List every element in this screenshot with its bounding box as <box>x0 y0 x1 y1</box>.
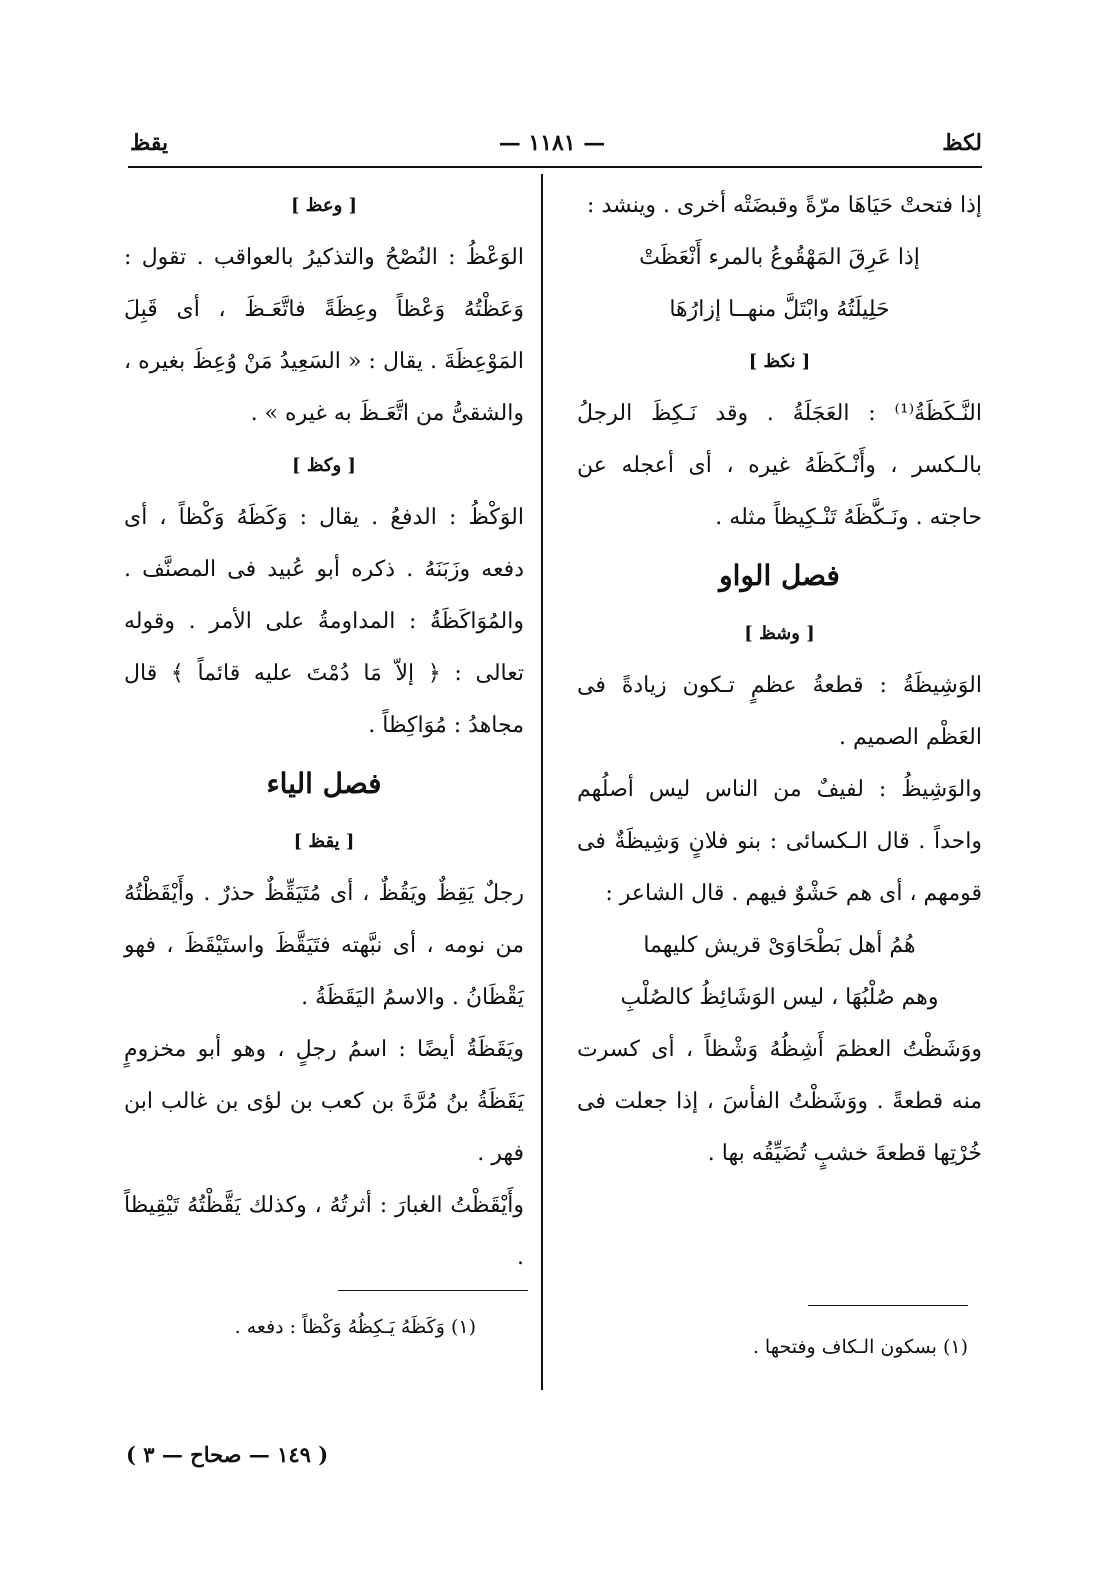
entry-heading-yaqaza: [ يقظ ] <box>293 831 355 852</box>
section-title-ya: فصل الياء <box>266 767 382 800</box>
entry-heading-wakaza: [ وكظ ] <box>292 455 356 476</box>
entry-heading-nakaza: [ نكظ ] <box>748 351 811 372</box>
left-column <box>124 180 524 1284</box>
verse-line: حَلِيلَتُهُ وابْتَلَّ منهــا إزارُهَا <box>669 297 890 322</box>
entry-text-washaza: ووَشَظْتُ العظمَ أَشِظُهُ وَشْظاً ، أى كسرت منه قطعةً . ووَشَظْتُ الفأسَ ، إذا جعلت فى خُرْتِها قطعةَ خشبٍ تُضَيِّقُه بها . <box>577 1037 982 1166</box>
signature-mark: ( ١٤٩ — صحاح — ٣ ) <box>126 1442 329 1467</box>
entry-text-washaza: والوَشِيظُ : لفيفٌ من الناس ليس أصلُهم واحداً . قال الـكسائى : بنو فلانٍ وَشِيظَةٌ فى قومهم ، أى هم حَشْوٌ فيهم . قال الشاعر : <box>577 777 982 906</box>
entry-text-nakaza: النَّـكَظَةُ⁽¹⁾ : العَجَلَةُ . وقد نَـكِظَ الرجلُ بالـكسر ، وأَنْـكَظَهُ غيره ، أى أعجله عن حاجته . ونَـكَّظَهُ تَنْـكِيظاً مثله . <box>577 401 982 530</box>
entry-heading-waaza: [ وعظ ] <box>290 195 358 216</box>
footnote-right: (١) بسكون الـكاف وفتحها . <box>752 1336 968 1358</box>
entry-text-waaza: الوَعْظُ : النُصْحُ والتذكيرُ بالعواقب . تقول : وَعَظْتُهُ وَعْظاً وعِظَةً فاتَّعَـظَ ، أى قَبِلَ المَوْعِظَةَ . يقال : « السَعِيدُ مَنْ وُعِظَ بغيره ، والشقىُّ من اتَّعَـظَ به غيره » . <box>124 245 524 426</box>
entry-text-yaqaza: ويَقَظَةُ أيضًا : اسمُ رجلٍ ، وهو أبو مخزومٍ يَقَظَةُ بنُ مُرَّةَ بن كعب بن لؤى بن غالب ابن فهر . <box>124 1037 524 1166</box>
entry-text-yaqaza: وأَيْقَظْتُ الغبارَ : أثرتُهُ ، وكذلك يَقَّظْتُهُ تَيْقِيظاً . <box>124 1193 524 1270</box>
page-number: — ١١٨١ — <box>498 130 606 156</box>
column-divider <box>541 174 543 1390</box>
running-head-right: لكظ <box>942 130 982 156</box>
entry-text-washaza: الوَشِيظَةُ : قطعةُ عظمٍ تـكون زيادةً فى العَظْم الصميم . <box>577 673 982 750</box>
footnote-left: (١) وَكَظَهُ يَـكِظُهُ وَكْظاً : دفعه . <box>234 1316 476 1338</box>
entry-heading-washaza: [ وشظ ] <box>744 623 815 644</box>
footnote-rule-right <box>808 1305 968 1306</box>
entry-text-wakaza: الوَكْظُ : الدفعُ . يقال : وَكَظَهُ وَكْظاً ، أى دفعه وزَبَنَهُ . ذكره أبو عُبيد فى المصنَّف . والمُوَاكَظَةُ : المداومةُ على الأمر . وقوله تعالى : ﴿ إلاّ مَا دُمْتَ عليه قائماً ﴾ قال مجاهدُ : مُوَاكِظاً . <box>124 505 524 738</box>
section-title-waw: فصل الواو <box>719 559 840 592</box>
header-rule <box>128 166 982 168</box>
right-column <box>577 180 982 1180</box>
verse-line: هُمُ أهل بَطْحَاوَىْ قريش كليهما <box>643 933 916 958</box>
verse-line: وهم صُلْبُهَا ، ليس الوَشَائِظُ كالصُلْبِ <box>620 985 939 1010</box>
verse-line: إذا عَرِقَ المَهْقُوعُ بالمرء أَنْعَظَتْ <box>639 245 920 270</box>
intro-text: إذا فتحتْ حَيَاهَا مرّةً وقبضَتْه أخرى . وينشد : <box>587 193 982 218</box>
entry-text-yaqaza: رجلٌ يَقِظٌ ويَقُظٌ ، أى مُتَيَقِّظٌ حذرٌ . وأَيْقَظْتُهُ من نومه ، أى نبَّهته فتَيَقَّظَ واستَيْقَظَ ، فهو يَقْظَانُ . والاسمُ اليَقَظَةُ . <box>124 881 524 1010</box>
running-head-left: يقظ <box>130 130 169 156</box>
footnote-rule-left <box>338 1290 528 1291</box>
